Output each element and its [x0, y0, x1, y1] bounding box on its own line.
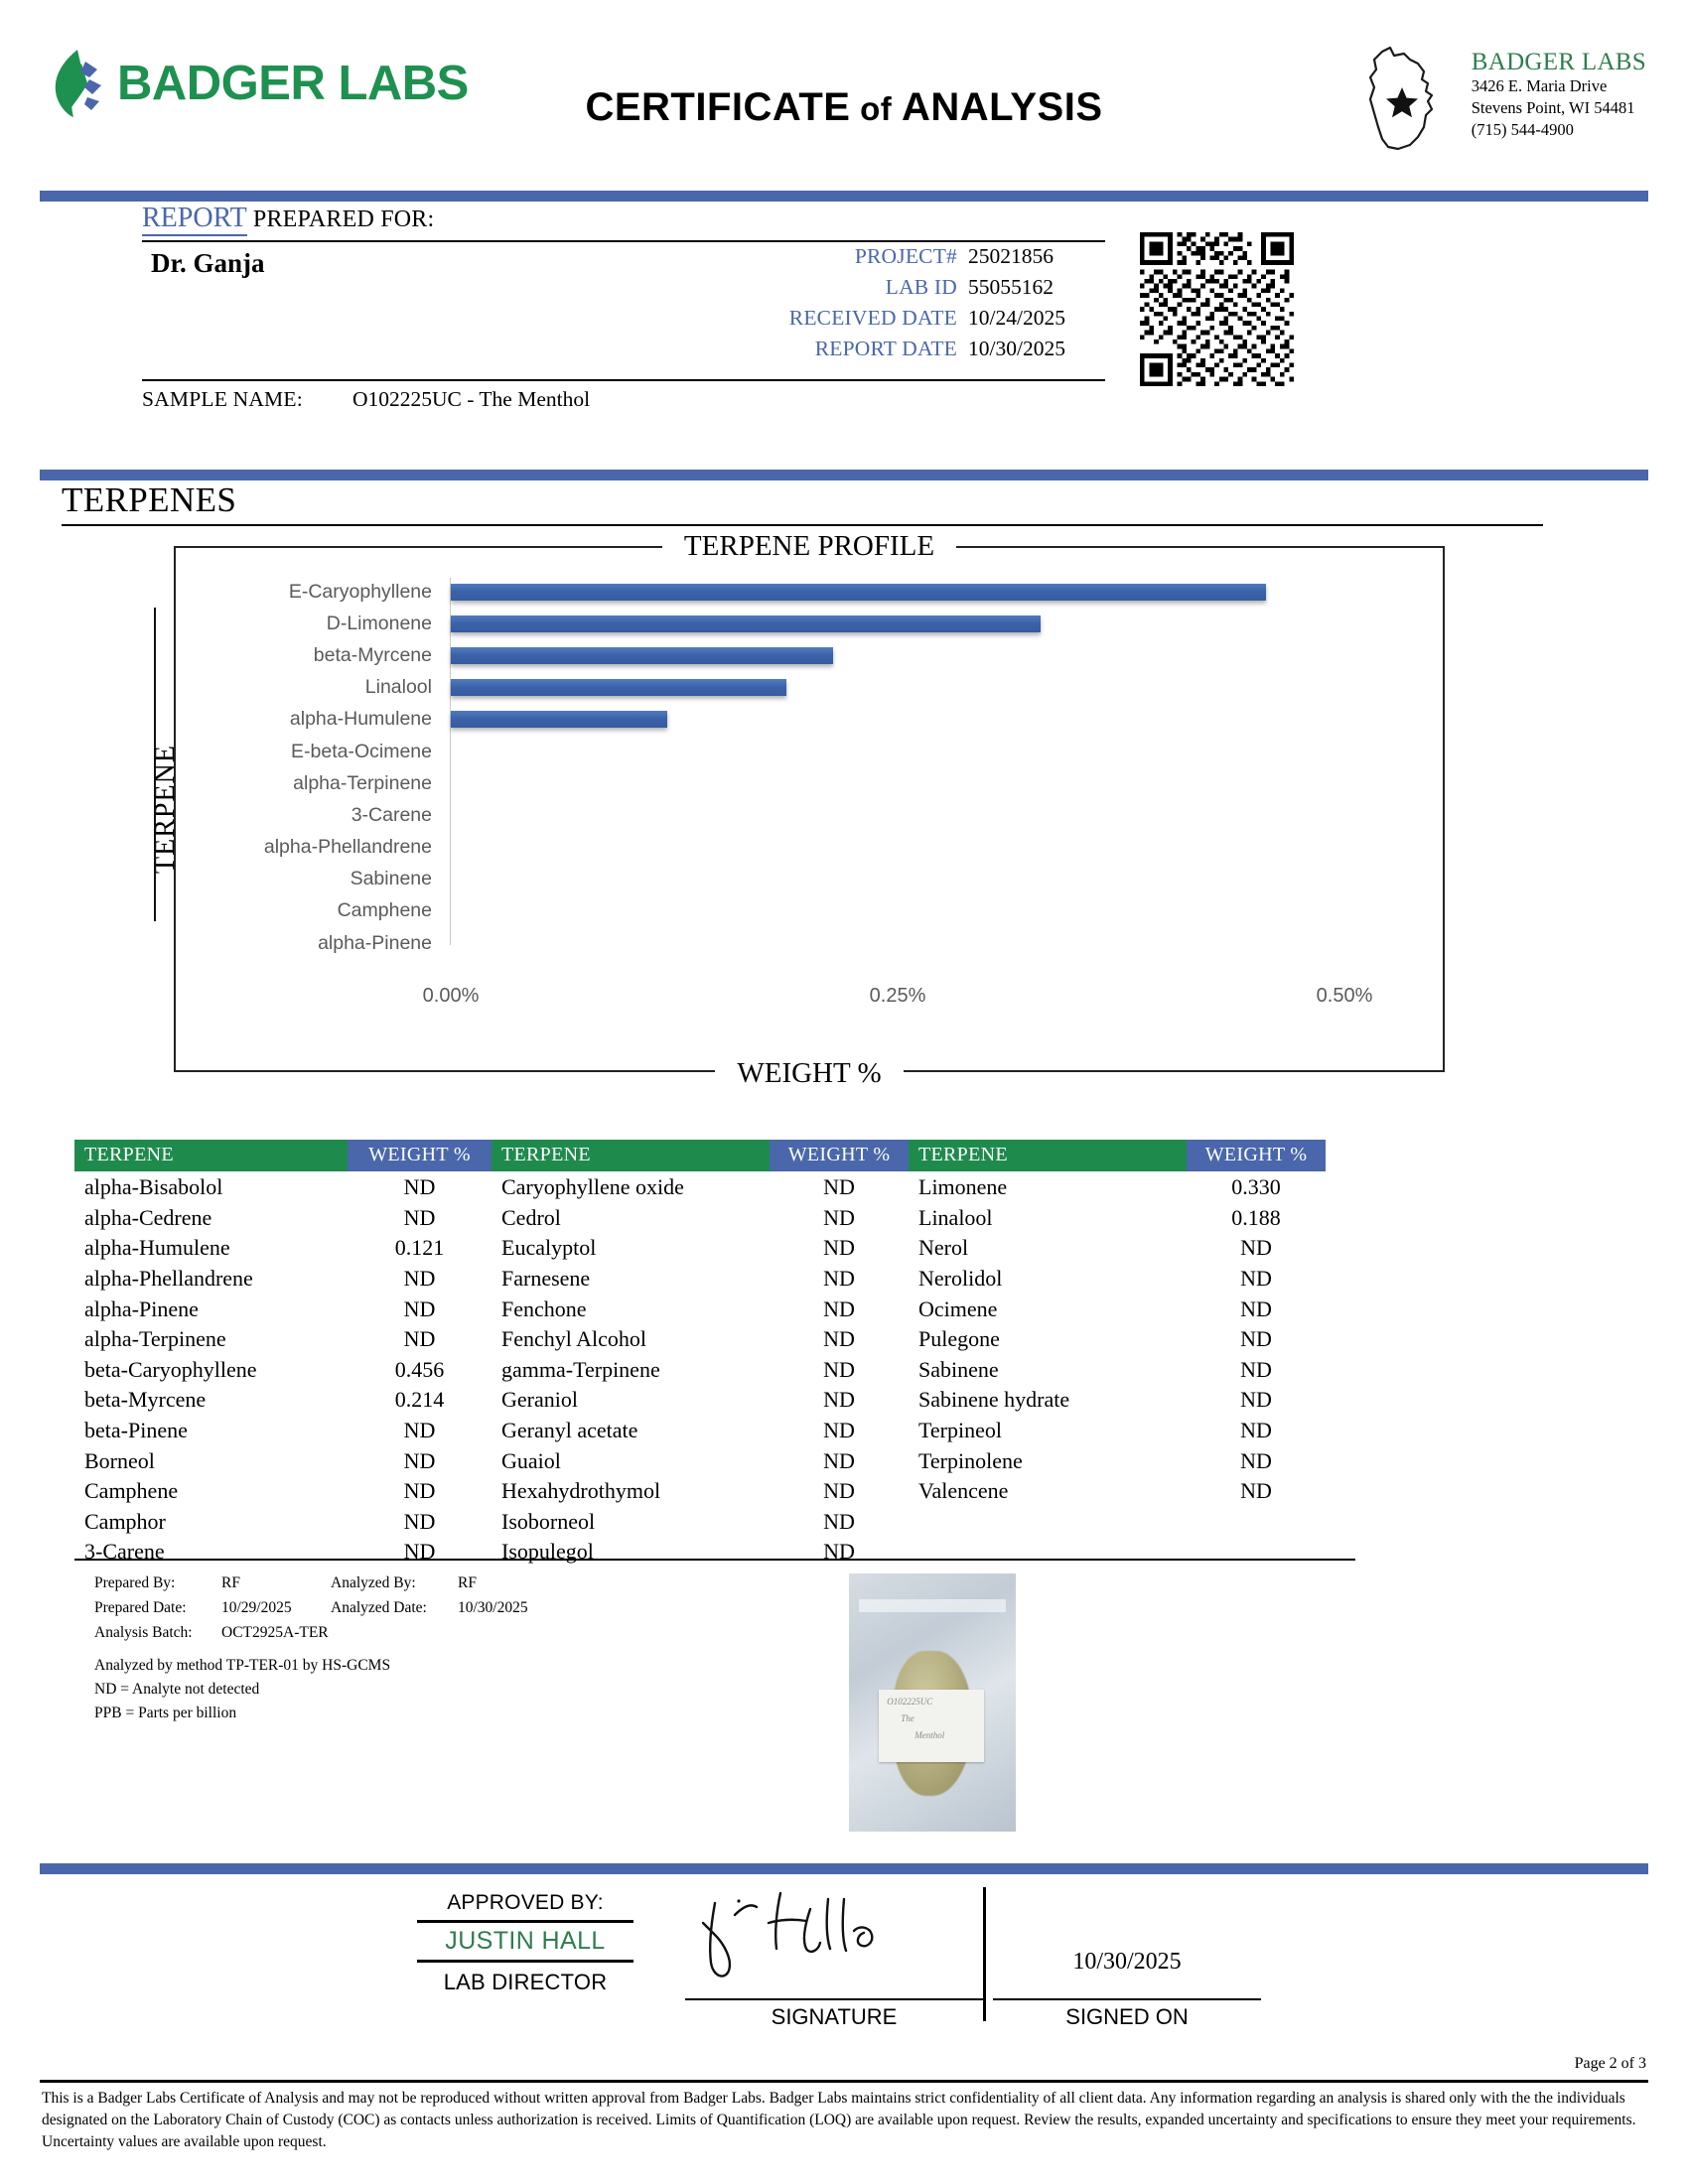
table-cell-weight: ND — [403, 1296, 436, 1321]
prepared-for-label: PREPARED FOR: — [252, 206, 435, 232]
chart-category-labels — [176, 576, 442, 959]
table-cell-terpene: Sabinene hydrate — [918, 1387, 1070, 1413]
analysis-batch-row — [94, 1620, 528, 1645]
table-cell-weight: 0.330 — [1231, 1174, 1281, 1200]
chart-bar-row — [451, 799, 1434, 831]
sample-name-label: SAMPLE NAME: — [142, 387, 303, 411]
table-row — [909, 1355, 1326, 1386]
meta-row-project — [695, 244, 1112, 275]
table-row — [74, 1355, 492, 1386]
lab-address-block — [1352, 44, 1646, 155]
chart-bar-row — [451, 672, 1434, 704]
photo-label-line-3: Menthol — [914, 1730, 945, 1741]
table-row — [909, 1203, 1326, 1234]
prepared-date-label: Prepared Date: — [94, 1599, 187, 1617]
chart-category-label: alpha-Humulene — [289, 708, 432, 731]
table-row — [492, 1355, 909, 1386]
table-cell-weight: 0.121 — [394, 1235, 445, 1261]
table-cell-weight: ND — [403, 1508, 436, 1534]
approval-section — [0, 1891, 1688, 2040]
table-body — [74, 1172, 1355, 1568]
table-cell-terpene: alpha-Terpinene — [84, 1326, 226, 1352]
prepared-date-value: 10/29/2025 — [221, 1599, 292, 1617]
page-number: Page 2 of 3 — [1574, 2055, 1646, 2072]
table-cell-terpene: Isopulegol — [501, 1539, 594, 1565]
terpene-results-table — [74, 1140, 1355, 1568]
sample-photo-label — [879, 1690, 984, 1762]
table-row — [909, 1537, 1326, 1568]
table-cell-terpene: Geraniol — [501, 1387, 578, 1413]
analyzed-date-value: 10/30/2025 — [458, 1599, 528, 1617]
table-row — [492, 1233, 909, 1264]
table-cell-terpene: Fenchone — [501, 1296, 587, 1321]
analysis-batch-value: OCT2925A-TER — [221, 1624, 329, 1642]
qr-code[interactable] — [1140, 232, 1294, 386]
signature-block — [685, 1891, 983, 2029]
chart-bar — [451, 711, 667, 728]
signature-caption: SIGNATURE — [771, 2004, 898, 2029]
header-divider-bar — [40, 191, 1648, 202]
table-row — [74, 1264, 492, 1295]
signed-on-date: 10/30/2025 — [1072, 1949, 1182, 1975]
sample-photo — [849, 1573, 1016, 1832]
signed-on-rule — [993, 1998, 1261, 2000]
section-title-underline — [62, 524, 1543, 526]
table-row — [492, 1324, 909, 1355]
table-row — [909, 1445, 1326, 1476]
table-cell-weight: ND — [403, 1418, 436, 1443]
table-cell-weight: 0.188 — [1231, 1204, 1281, 1230]
report-date-value: 10/30/2025 — [968, 337, 1065, 360]
signature-icon — [695, 1885, 923, 1984]
approved-by-rule-bottom — [417, 1960, 633, 1963]
table-row — [492, 1476, 909, 1507]
table-row — [492, 1264, 909, 1295]
table-cell-weight: ND — [823, 1174, 855, 1200]
approval-vertical-divider — [983, 1887, 986, 2021]
table-cell-weight: ND — [823, 1326, 855, 1352]
table-cell-weight: ND — [1240, 1356, 1272, 1382]
table-row — [492, 1203, 909, 1234]
table-row — [74, 1385, 492, 1416]
table-cell-weight: ND — [823, 1266, 855, 1292]
chart-bar-row — [451, 576, 1434, 608]
table-cell-terpene: alpha-Bisabolol — [84, 1174, 223, 1200]
table-cell-weight: ND — [1240, 1296, 1272, 1321]
chart-category-label: alpha-Pinene — [318, 931, 432, 954]
table-cell-terpene: Valencene — [918, 1478, 1009, 1504]
table-row — [492, 1537, 909, 1568]
chart-x-tick: 0.50% — [1316, 985, 1373, 1007]
table-cell-weight: ND — [403, 1266, 436, 1292]
photo-label-line-2: The — [901, 1713, 914, 1724]
table-cell-terpene: Pulegone — [918, 1326, 1000, 1352]
chart-bar-row — [451, 895, 1434, 927]
table-cell-weight: ND — [823, 1447, 855, 1473]
chart-bar — [451, 615, 1041, 632]
chart-bar — [451, 679, 786, 696]
table-header-weight: WEIGHT % — [1187, 1140, 1326, 1171]
report-word: REPORT — [142, 203, 247, 236]
table-column-3 — [909, 1172, 1326, 1568]
chart-bar-row — [451, 832, 1434, 864]
lab-id-value: 55055162 — [968, 275, 1054, 299]
approver-role: LAB DIRECTOR — [443, 1970, 608, 1994]
table-cell-weight: ND — [823, 1508, 855, 1534]
table-cell-terpene: alpha-Cedrene — [84, 1204, 212, 1230]
approved-by-label: APPROVED BY: — [447, 1891, 604, 1914]
signed-on-caption: SIGNED ON — [1065, 2004, 1189, 2029]
chart-category-label: E-Caryophyllene — [288, 580, 432, 603]
table-cell-weight: ND — [403, 1539, 436, 1565]
table-header-group-3 — [909, 1140, 1326, 1171]
report-prepared-for-heading — [142, 203, 434, 234]
table-row — [909, 1476, 1326, 1507]
chart-y-axis-title: TERPENE — [149, 745, 181, 874]
brand-name: BADGER LABS — [117, 57, 469, 110]
analysis-metadata — [94, 1570, 528, 1725]
project-label: PROJECT# — [854, 244, 957, 268]
table-column-1 — [74, 1172, 492, 1568]
table-header-terpene: TERPENE — [74, 1140, 348, 1171]
table-header-terpene: TERPENE — [909, 1140, 1187, 1171]
table-row — [74, 1416, 492, 1446]
chart-category-label: D-Limonene — [326, 612, 432, 634]
table-cell-terpene: Geranyl acetate — [501, 1418, 638, 1443]
table-header-row — [74, 1140, 1355, 1171]
table-cell-terpene: gamma-Terpinene — [501, 1356, 660, 1382]
table-cell-weight: ND — [823, 1478, 855, 1504]
report-divider-bottom — [142, 379, 1105, 381]
chart-category-label: alpha-Terpinene — [293, 771, 432, 794]
table-row — [74, 1233, 492, 1264]
approver-name: JUSTIN HALL — [445, 1927, 606, 1955]
table-bottom-rule — [74, 1559, 1355, 1561]
lab-phone: (715) 544-4900 — [1471, 120, 1574, 140]
table-header-group-1 — [74, 1140, 492, 1171]
bag-zipper — [859, 1599, 1006, 1612]
table-cell-weight: ND — [403, 1447, 436, 1473]
table-cell-terpene: 3-Carene — [84, 1539, 165, 1565]
table-cell-terpene: Caryophyllene oxide — [501, 1174, 684, 1200]
analysis-batch-label: Analysis Batch: — [94, 1624, 193, 1642]
table-cell-terpene: alpha-Phellandrene — [84, 1266, 253, 1292]
table-cell-terpene: Nerolidol — [918, 1266, 1003, 1292]
table-header-weight: WEIGHT % — [770, 1140, 909, 1171]
photo-label-line-1: O102225UC — [887, 1697, 933, 1706]
chart-x-axis-title: WEIGHT % — [715, 1057, 903, 1089]
table-cell-terpene: Cedrol — [501, 1204, 561, 1230]
report-info-section — [0, 203, 1688, 421]
chart-bar-row — [451, 639, 1434, 671]
lab-name: BADGER LABS — [1471, 49, 1646, 75]
table-header-weight: WEIGHT % — [348, 1140, 492, 1171]
table-cell-terpene: alpha-Pinene — [84, 1296, 199, 1321]
table-cell-terpene: Linalool — [918, 1204, 993, 1230]
table-cell-weight: ND — [823, 1204, 855, 1230]
table-row — [492, 1445, 909, 1476]
meta-row-report-date — [695, 337, 1112, 367]
prepared-by-value: RF — [221, 1574, 240, 1591]
received-date-value: 10/24/2025 — [968, 306, 1065, 330]
report-meta-grid — [695, 244, 1112, 367]
table-cell-weight: 0.456 — [394, 1356, 445, 1382]
table-cell-weight: 0.214 — [394, 1387, 445, 1413]
chart-bar-row — [451, 767, 1434, 799]
table-cell-weight: ND — [823, 1418, 855, 1443]
table-column-2 — [492, 1172, 909, 1568]
wisconsin-map-icon — [1352, 44, 1462, 155]
table-cell-weight: ND — [1240, 1235, 1272, 1261]
client-name: Dr. Ganja — [151, 248, 265, 278]
chart-category-label: beta-Myrcene — [313, 643, 432, 666]
table-header-terpene: TERPENE — [492, 1140, 770, 1171]
report-divider-top — [142, 240, 1105, 242]
chart-category-label: E-beta-Ocimene — [291, 740, 432, 762]
chart-bar-row — [451, 736, 1434, 767]
table-cell-terpene: Fenchyl Alcohol — [501, 1326, 647, 1352]
table-row — [74, 1324, 492, 1355]
table-cell-terpene: beta-Caryophyllene — [84, 1356, 257, 1382]
chart-bars — [451, 576, 1434, 959]
document-title-of: of — [860, 90, 893, 127]
table-row — [74, 1294, 492, 1324]
chart-x-tick-labels — [176, 985, 1443, 1015]
table-cell-terpene: Guaiol — [501, 1447, 561, 1473]
chart-x-tick: 0.00% — [422, 985, 480, 1007]
approved-by-block — [417, 1891, 633, 1995]
chart-category-label: 3-Carene — [351, 803, 432, 826]
analysis-notes — [94, 1654, 528, 1725]
table-cell-terpene: Ocimene — [918, 1296, 998, 1321]
footer-disclaimer: This is a Badger Labs Certificate of Analysis and may not be reproduced without written approval from Badger Labs. Badger Labs maintains strict confidentiality of all client data. Any information regarding an analysis is shared only with the the individuals designated on the Laboratory Chain of Custody (COC) as contacts unless authorization is received. Limits of Quantification (LOQ) are available upon request. Review the results, expanded uncertainty and specifications to ensure they meet your requirements. Uncertainty values are available upon request. — [42, 2090, 1636, 2150]
lab-id-label: LAB ID — [885, 275, 957, 299]
table-cell-weight: ND — [403, 1174, 436, 1200]
lab-address-line-1: 3426 E. Maria Drive — [1471, 76, 1608, 96]
chart-x-axis-title-wrap — [176, 1057, 1443, 1090]
table-row — [492, 1416, 909, 1446]
table-row — [74, 1507, 492, 1538]
note-nd: ND = Analyte not detected — [94, 1681, 260, 1699]
table-cell-weight: ND — [1240, 1447, 1272, 1473]
table-row — [492, 1294, 909, 1324]
note-method: Analyzed by method TP-TER-01 by HS-GCMS — [94, 1657, 391, 1675]
chart-category-label: Camphene — [337, 899, 432, 922]
lab-address-line-2: Stevens Point, WI 54481 — [1471, 98, 1635, 118]
chart-bar-row — [451, 927, 1434, 959]
meta-row-received-date — [695, 306, 1112, 337]
terpenes-section-divider-bar — [40, 470, 1648, 480]
chart-bar-row — [451, 608, 1434, 639]
table-row — [74, 1172, 492, 1203]
chart-y-axis-bracket — [154, 608, 156, 921]
footer-rule — [40, 2080, 1648, 2083]
chart-category-label: alpha-Phellandrene — [263, 836, 432, 859]
chart-plot-area — [176, 548, 1443, 1070]
chart-category-label: Linalool — [364, 676, 432, 699]
report-date-label: REPORT DATE — [814, 337, 957, 360]
table-row — [74, 1445, 492, 1476]
table-row — [492, 1507, 909, 1538]
table-row — [909, 1233, 1326, 1264]
table-row — [909, 1264, 1326, 1295]
table-cell-terpene: Borneol — [84, 1447, 155, 1473]
signature-rule — [685, 1998, 983, 2000]
analyzed-by-value: RF — [458, 1574, 477, 1591]
table-row — [74, 1537, 492, 1568]
table-cell-weight: ND — [823, 1235, 855, 1261]
table-row — [909, 1385, 1326, 1416]
document-title-end: ANALYSIS — [901, 85, 1103, 129]
table-cell-terpene: Sabinene — [918, 1356, 999, 1382]
signed-on-block — [993, 1891, 1261, 2029]
project-value: 25021856 — [968, 244, 1054, 268]
chart-bar — [451, 584, 1266, 601]
table-row — [74, 1476, 492, 1507]
chart-bar — [451, 647, 833, 664]
table-row — [909, 1172, 1326, 1203]
sample-name-value: O102225UC - The Menthol — [352, 387, 591, 411]
table-cell-weight: ND — [823, 1296, 855, 1321]
analyzed-date-label: Analyzed Date: — [331, 1599, 427, 1617]
received-date-label: RECEIVED DATE — [788, 306, 957, 330]
table-cell-weight: ND — [823, 1539, 855, 1565]
table-row — [909, 1294, 1326, 1324]
table-cell-terpene: Terpinolene — [918, 1447, 1023, 1473]
table-cell-weight: ND — [1240, 1418, 1272, 1443]
table-cell-terpene: Farnesene — [501, 1266, 591, 1292]
section-title-terpenes: TERPENES — [62, 480, 237, 519]
table-cell-terpene: Hexahydrothymol — [501, 1478, 661, 1504]
table-cell-weight: ND — [403, 1204, 436, 1230]
table-cell-terpene: Camphor — [84, 1508, 166, 1534]
table-row — [909, 1416, 1326, 1446]
note-ppb: PPB = Parts per billion — [94, 1705, 237, 1722]
footer-divider-bar — [40, 1863, 1648, 1874]
table-cell-terpene: Terpineol — [918, 1418, 1002, 1443]
chart-title: TERPENE PROFILE — [662, 530, 956, 562]
table-header-group-2 — [492, 1140, 909, 1171]
table-row — [909, 1507, 1326, 1538]
table-row — [909, 1324, 1326, 1355]
table-cell-terpene: beta-Pinene — [84, 1418, 188, 1443]
chart-category-label: Sabinene — [350, 868, 432, 890]
table-cell-terpene: alpha-Humulene — [84, 1235, 230, 1261]
table-cell-terpene: beta-Myrcene — [84, 1387, 207, 1413]
chart-x-tick: 0.25% — [869, 985, 926, 1007]
table-cell-terpene: Camphene — [84, 1478, 179, 1504]
table-cell-terpene: Limonene — [918, 1174, 1008, 1200]
table-row — [492, 1385, 909, 1416]
table-cell-weight: ND — [1240, 1266, 1272, 1292]
table-cell-weight: ND — [823, 1387, 855, 1413]
analyzed-by-label: Analyzed By: — [331, 1574, 416, 1591]
table-cell-terpene: Nerol — [918, 1235, 969, 1261]
prepared-date-row — [94, 1595, 528, 1620]
page-header — [0, 0, 1688, 159]
table-cell-terpene: Isoborneol — [501, 1508, 596, 1534]
table-cell-weight: ND — [823, 1356, 855, 1382]
table-cell-terpene: Eucalyptol — [501, 1235, 597, 1261]
table-row — [492, 1172, 909, 1203]
document-title-main: CERTIFICATE — [585, 85, 851, 129]
prepared-by-label: Prepared By: — [94, 1574, 176, 1591]
approved-by-rule-top — [417, 1920, 633, 1923]
terpene-profile-chart — [149, 530, 1445, 1089]
meta-row-lab-id — [695, 275, 1112, 306]
prepared-by-row — [94, 1570, 528, 1595]
table-cell-weight: ND — [403, 1478, 436, 1504]
table-row — [74, 1203, 492, 1234]
chart-bar-row — [451, 704, 1434, 736]
chart-bar-row — [451, 864, 1434, 895]
table-cell-weight: ND — [1240, 1387, 1272, 1413]
table-cell-weight: ND — [1240, 1478, 1272, 1504]
table-cell-weight: ND — [1240, 1326, 1272, 1352]
table-cell-weight: ND — [403, 1326, 436, 1352]
